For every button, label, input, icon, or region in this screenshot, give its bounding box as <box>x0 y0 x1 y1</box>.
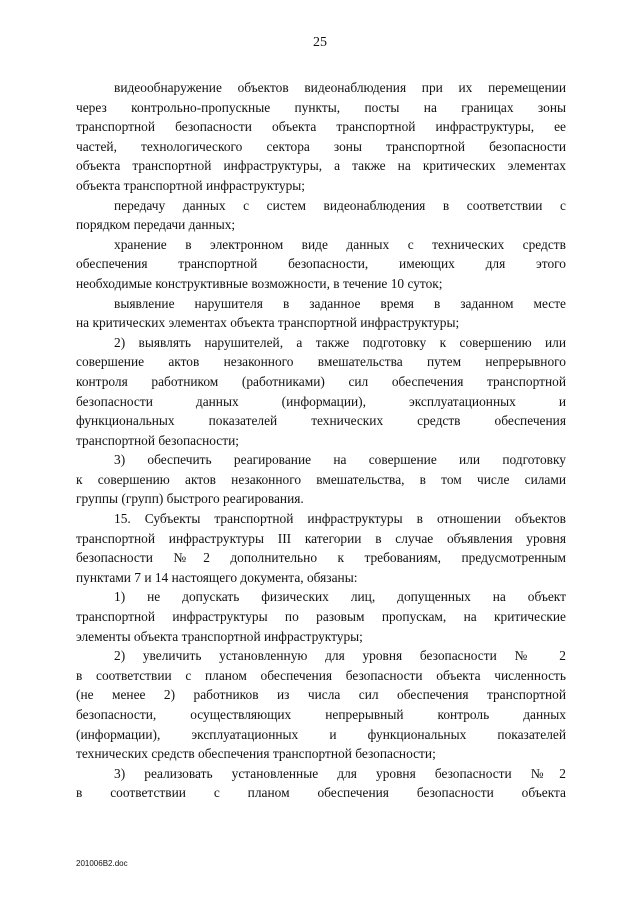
text-line: группы (групп) быстрого реагирования. <box>76 491 304 507</box>
text-line: безопасности данных (информации), эксплуатационных и <box>76 393 566 409</box>
text-line: к совершению актов незаконного вмешательства, в том числе силами <box>76 471 566 487</box>
text-line: транспортной безопасности объекта транспортной инфраструктуры, ее <box>76 119 566 135</box>
text-line: (не менее 2) работников из числа сил обеспечения транспортной <box>76 687 566 703</box>
text-line: объекта транспортной инфраструктуры; <box>76 177 305 193</box>
document-filename: 201006B2.doc <box>76 859 128 868</box>
text-line: 15. Субъекты транспортной инфраструктуры в отношении объектов <box>114 511 566 527</box>
text-line: порядком передачи данных; <box>76 217 236 233</box>
text-line: видеообнаружение объектов видеонаблюдения при их перемещении <box>114 80 566 95</box>
text-line: пунктами 7 и 14 настоящего документа, обязаны: <box>76 569 358 585</box>
text-line: 3) обеспечить реагирование на совершение или подготовку <box>114 452 566 468</box>
text-line: 1) не допускать физических лиц, допущенных на объект <box>114 589 566 605</box>
text-line: технических средств обеспечения транспортной безопасности; <box>76 746 436 762</box>
text-line: необходимые конструктивные возможности, в течение 10 суток; <box>76 275 443 291</box>
text-line: передачу данных с систем видеонаблюдения в соответствии с <box>114 197 566 213</box>
text-line: выявление нарушителя в заданное время в заданном месте <box>114 295 566 311</box>
text-line: контроля работником (работниками) сил обеспечения транспортной <box>76 373 566 389</box>
text-line: в соответствии с планом обеспечения безопасности объекта численность <box>76 667 566 683</box>
text-line: транспортной инфраструктуры по разовым пропускам, на критические <box>76 609 566 625</box>
text-line: обеспечения транспортной безопасности, имеющих для этого <box>76 256 566 272</box>
text-line: безопасности №2 дополнительно к требованиям, предусмотренным <box>76 550 566 566</box>
text-line: в соответствии с планом обеспечения безопасности объекта <box>76 785 566 801</box>
text-line: совершение актов незаконного вмешательства путем непрерывного <box>76 354 566 370</box>
text-line: элементы объекта транспортной инфраструктуры; <box>76 628 363 644</box>
page-number: 25 <box>313 35 327 50</box>
text-line: 3) реализовать установленные для уровня безопасности №2 <box>114 765 566 781</box>
text-line: 2) увеличить установленную для уровня безопасности № 2 <box>114 648 566 664</box>
document-body <box>76 78 566 803</box>
text-line: транспортной инфраструктуры III категории в случае объявления уровня <box>76 530 566 546</box>
text-line: 2) выявлять нарушителей, а также подготовку к совершению или <box>114 334 566 350</box>
text-line: функциональных показателей технических средств обеспечения <box>76 413 566 429</box>
text-line: безопасности, осуществляющих непрерывный контроль данных <box>76 707 566 722</box>
text-line: хранение в электронном виде данных с технических средств <box>114 236 566 252</box>
text-line: на критических элементах объекта транспортной инфраструктуры; <box>76 315 460 331</box>
text-line: частей, технологического сектора зоны транспортной безопасности <box>76 138 566 154</box>
text-line: транспортной безопасности; <box>76 432 239 448</box>
text-line: (информации), эксплуатационных и функциональных показателей <box>76 726 566 742</box>
text-line: через контрольно-пропускные пункты, посты на границах зоны <box>76 99 566 115</box>
text-line: объекта транспортной инфраструктуры, а также на критических элементах <box>76 158 566 174</box>
